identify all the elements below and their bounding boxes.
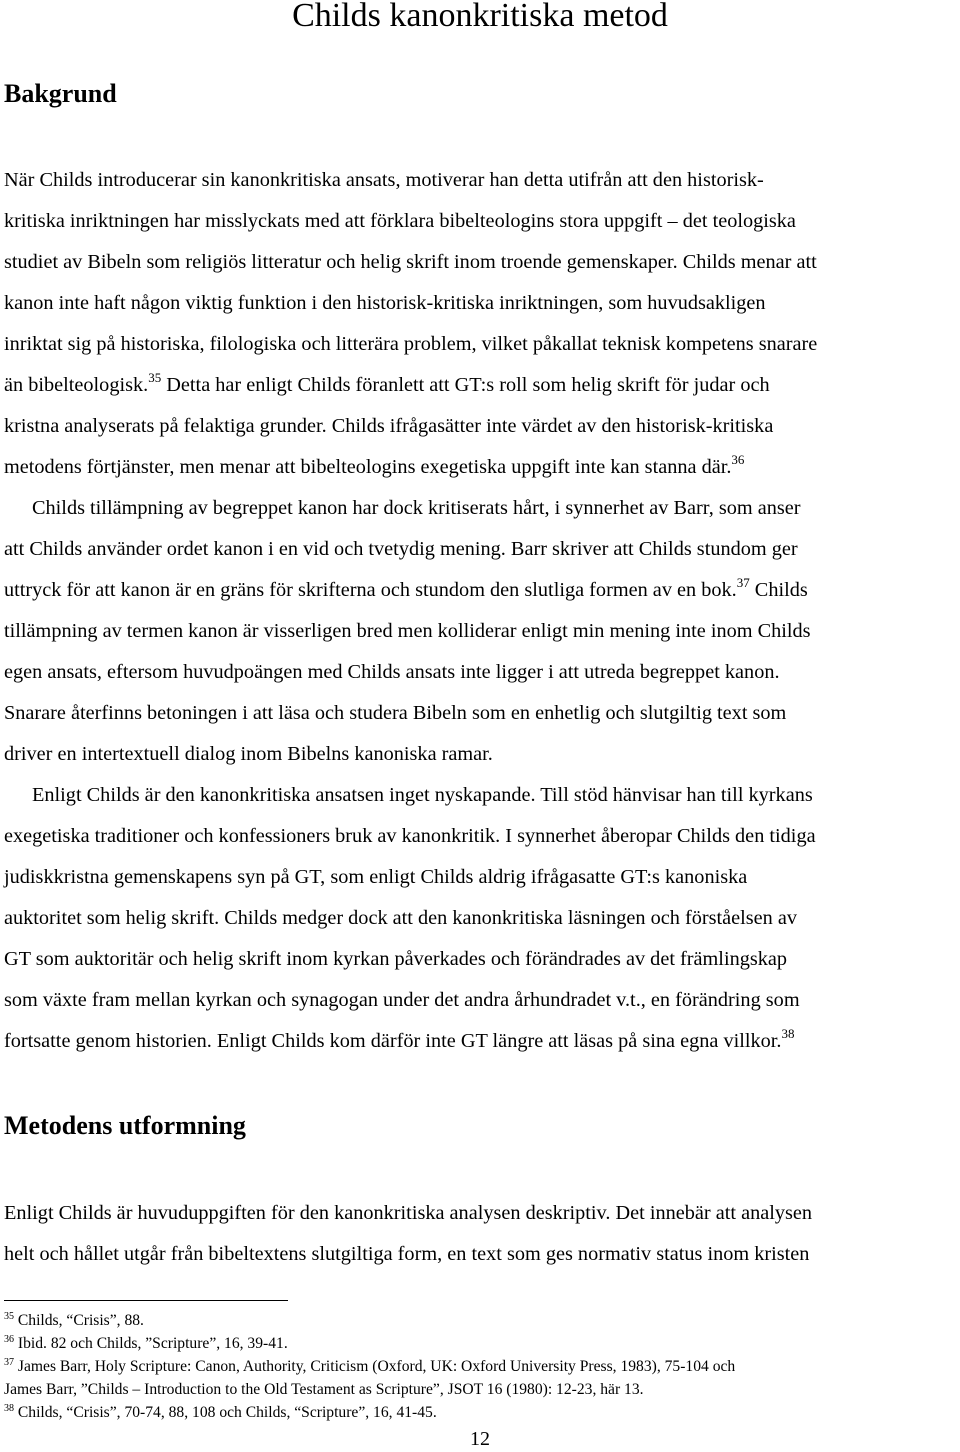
text-line xyxy=(4,1234,954,1275)
text-run: driver en intertextuell dialog inom Bibelns kanoniska ramar. xyxy=(4,743,493,765)
footnote xyxy=(4,1401,954,1424)
footnote-text: James Barr, Holy Scripture: Canon, Authority, Criticism (Oxford, UK: Oxford University Press, 1983), 75-104 och xyxy=(14,1358,736,1375)
text-run: metodens förtjänster, men menar att bibelteologins exegetiska uppgift inte kan stanna där. xyxy=(4,456,732,478)
footnote-number: 38 xyxy=(4,1403,14,1414)
page-number: 12 xyxy=(470,1428,490,1450)
footnote-separator xyxy=(4,1300,288,1301)
footnote-reference[interactable]: 35 xyxy=(148,370,162,385)
text-run: kanon inte haft någon viktig funktion i den historisk-kritiska inriktningen, som huvudsakligen xyxy=(4,292,766,314)
text-run: fortsatte genom historien. Enligt Childs kom därför inte GT längre att läsas på sina egna villkor. xyxy=(4,1030,782,1052)
footnote xyxy=(4,1355,954,1378)
text-line xyxy=(4,652,954,693)
text-line xyxy=(4,980,954,1021)
text-line xyxy=(4,324,954,365)
text-line xyxy=(4,611,954,652)
text-run: Childs xyxy=(749,579,808,601)
paragraph xyxy=(4,488,954,775)
footnotes xyxy=(4,1309,954,1424)
footnote xyxy=(4,1332,954,1355)
footnote xyxy=(4,1309,954,1332)
text-run: Enligt Childs är huvuduppgiften för den kanonkritiska analysen deskriptiv. Det innebär att analysen xyxy=(4,1202,813,1224)
footnote-text: Ibid. 82 och Childs, ”Scripture”, 16, 39-41. xyxy=(14,1335,288,1352)
footnote-number: 37 xyxy=(4,1357,14,1368)
text-line xyxy=(4,693,954,734)
text-run: GT som auktoritär och helig skrift inom kyrkan påverkades och förändrades av det främlingskap xyxy=(4,948,788,970)
text-line xyxy=(4,816,954,857)
text-line xyxy=(4,1193,954,1234)
text-run: Enligt Childs är den kanonkritiska ansatsen inget nyskapande. Till stöd hänvisar han till kyrkans xyxy=(32,784,813,806)
footnote-text: Childs, “Crisis”, 70-74, 88, 108 och Childs, “Scripture”, 16, 41-45. xyxy=(14,1404,437,1421)
text-run: uttryck för att kanon är en gräns för skrifterna och stundom den slutliga formen av en bok. xyxy=(4,579,737,601)
footnote-reference[interactable]: 38 xyxy=(781,1026,795,1041)
text-run: att Childs använder ordet kanon i en vid och tvetydig mening. Barr skriver att Childs stundom ger xyxy=(4,538,798,560)
text-line xyxy=(4,201,954,242)
text-run: Detta har enligt Childs föranlett att GT:s roll som helig skrift för judar och xyxy=(161,374,770,396)
text-run: helt och hållet utgår från bibeltextens slutgiltiga form, en text som ges normativ status inom kristen xyxy=(4,1243,810,1265)
text-line xyxy=(4,1021,954,1062)
text-run: kritiska inriktningen har misslyckats med att förklara bibelteologins stora uppgift – det teologiska xyxy=(4,210,796,232)
text-run: studiet av Bibeln som religiös litteratur och helig skrift inom troende gemenskaper. Childs menar att xyxy=(4,251,817,273)
text-run: exegetiska traditioner och konfessioners bruk av kanonkritik. I synnerhet åberopar Childs den tidiga xyxy=(4,825,816,847)
text-line xyxy=(4,939,954,980)
footnote-reference[interactable]: 37 xyxy=(736,575,750,590)
paragraph xyxy=(4,1193,954,1275)
text-line xyxy=(4,734,954,775)
text-line xyxy=(4,283,954,324)
footnote-number: 36 xyxy=(4,1334,14,1345)
section-heading-bakgrund: Bakgrund xyxy=(4,79,117,108)
text-line xyxy=(4,488,954,529)
paragraph xyxy=(4,775,954,1062)
text-run: som växte fram mellan kyrkan och synagogan under det andra århundradet v.t., en förändring som xyxy=(4,989,800,1011)
text-run: än bibelteologisk. xyxy=(4,374,149,396)
text-line xyxy=(4,242,954,283)
text-line xyxy=(4,570,954,611)
section-heading-metodens-utformning: Metodens utformning xyxy=(4,1111,246,1140)
text-run: judiskkristna gemenskapens syn på GT, som enligt Childs aldrig ifrågasatte GT:s kanoniska xyxy=(4,866,748,888)
text-run: När Childs introducerar sin kanonkritiska ansats, motiverar han detta utifrån att den historisk- xyxy=(4,169,764,191)
text-run: inriktat sig på historiska, filologiska och litterära problem, vilket påkallat teknisk kompetens snarare xyxy=(4,333,818,355)
text-run: Snarare återfinns betoningen i att läsa och studera Bibeln som en enhetlig och slutgiltig text som xyxy=(4,702,787,724)
footnote xyxy=(4,1378,954,1401)
text-run: auktoritet som helig skrift. Childs medger dock att den kanonkritiska läsningen och förståelsen av xyxy=(4,907,798,929)
text-line xyxy=(4,365,954,406)
text-run: kristna analyserats på felaktiga grunder. Childs ifrågasätter inte värdet av den historisk-kritiska xyxy=(4,415,774,437)
text-line xyxy=(4,160,954,201)
text-line xyxy=(4,406,954,447)
text-line xyxy=(4,447,954,488)
paragraph xyxy=(4,160,954,488)
footnote-text: Childs, “Crisis”, 88. xyxy=(14,1312,144,1329)
text-line xyxy=(4,857,954,898)
footnote-reference[interactable]: 36 xyxy=(731,452,745,467)
text-run: tillämpning av termen kanon är visserligen bred men kolliderar enligt min mening inte inom Childs xyxy=(4,620,811,642)
page-title: Childs kanonkritiska metod xyxy=(292,0,668,34)
text-run: Childs tillämpning av begreppet kanon har dock kritiserats hårt, i synnerhet av Barr, som anser xyxy=(32,497,801,519)
text-line xyxy=(4,775,954,816)
text-line xyxy=(4,898,954,939)
footnote-text: James Barr, ”Childs – Introduction to the Old Testament as Scripture”, JSOT 16 (1980): 12-23, här 13. xyxy=(4,1381,644,1398)
text-run: egen ansats, eftersom huvudpoängen med Childs ansats inte ligger i att utreda begreppet kanon. xyxy=(4,661,780,683)
footnote-number: 35 xyxy=(4,1311,14,1322)
text-line xyxy=(4,529,954,570)
